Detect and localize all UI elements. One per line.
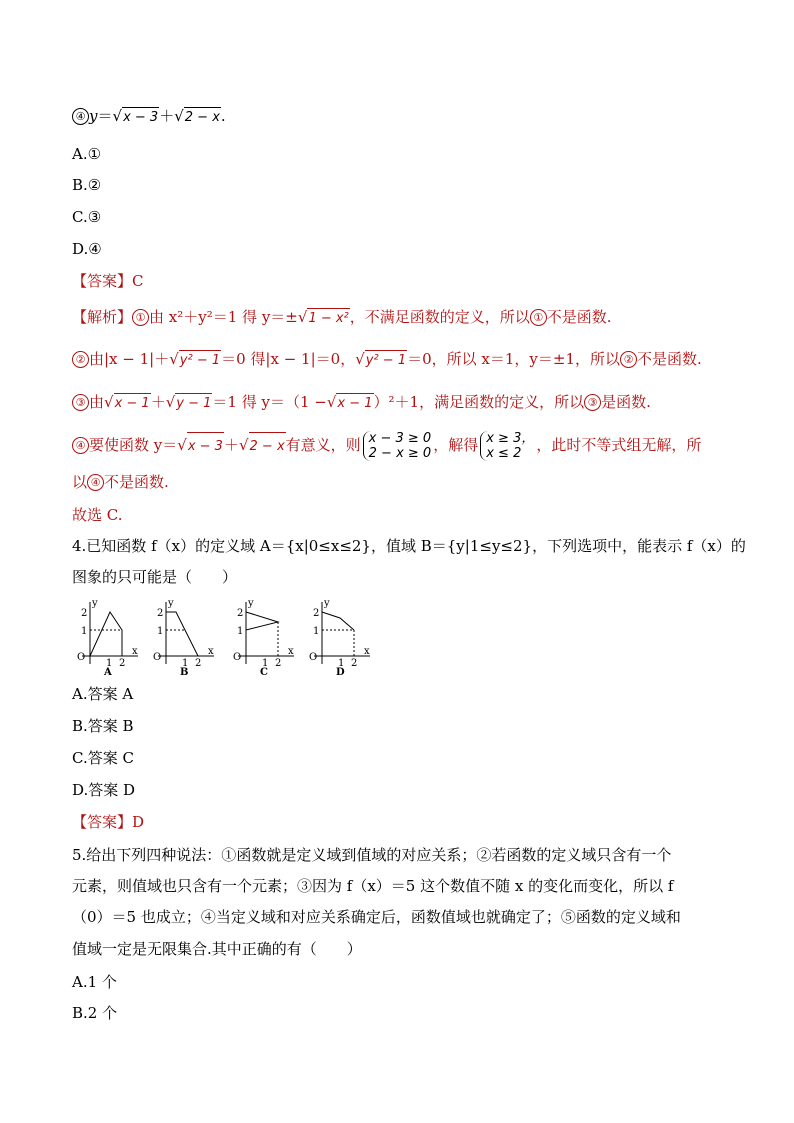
q3-option-d[interactable]: D.④ <box>72 240 102 258</box>
q3-explanation-2 <box>72 349 702 371</box>
radicand: 1 − x² <box>307 308 349 329</box>
sqrt-icon: √ <box>238 436 249 454</box>
q5-stem-line3: （0）＝5 也成立；④当定义域和对应关系确定后，函数值域也就确定了；⑤函数的定义域和 <box>72 908 681 926</box>
q5-option-a[interactable]: A.1 个 <box>72 973 117 991</box>
q3-option-a[interactable]: A.① <box>72 145 102 163</box>
q4-option-b[interactable]: B.答案 B <box>72 717 134 735</box>
radicand: 2 − x <box>184 107 221 128</box>
tick-y-2: 2 <box>157 608 164 619</box>
graph-label: D <box>336 667 345 678</box>
radicand: y² − 1 <box>179 350 221 371</box>
tick-x-1: 1 <box>182 658 189 669</box>
explanation-text: ＝0，所以 x＝1，y＝±1，所以 <box>407 350 621 368</box>
q3-option-b[interactable]: B.② <box>72 176 102 194</box>
explanation-text: ＝1 得 y＝（1 − <box>212 393 327 411</box>
origin-label: O <box>153 652 162 663</box>
answer-label: 【答案】 <box>72 813 133 831</box>
radicand: x − 1 <box>336 393 373 414</box>
circled-number: ④ <box>87 474 104 491</box>
q3-option-c[interactable]: C.③ <box>72 208 102 226</box>
graph-d-plot <box>304 598 374 676</box>
q3-explanation-1 <box>72 307 612 329</box>
tick-x-1: 1 <box>338 658 345 669</box>
sqrt-icon: √ <box>355 350 365 368</box>
q4-graph-b[interactable] <box>148 598 218 680</box>
q3-explanation-4-cont <box>72 472 169 492</box>
circled-number: ④ <box>72 108 89 125</box>
sqrt-icon: √ <box>326 393 337 411</box>
sqrt-icon: √ <box>174 107 184 125</box>
circled-number: ① <box>530 309 547 326</box>
circled-number: ③ <box>72 394 89 411</box>
graph-label: A <box>104 667 112 678</box>
graph-c-plot <box>228 598 298 676</box>
eq-sign: ＝ <box>97 107 113 125</box>
y-axis-label: y <box>168 598 174 609</box>
radicand: x − 3 <box>122 107 159 128</box>
tick-x-1: 1 <box>262 658 269 669</box>
radicand: y − 1 <box>175 393 212 414</box>
q3-answer <box>72 271 144 291</box>
plus-sign: ＋ <box>150 393 166 411</box>
solution-system <box>480 431 534 461</box>
explanation-text: 不是函数. <box>546 308 612 326</box>
sqrt-icon: √ <box>297 308 308 326</box>
tick-x-2: 2 <box>275 658 282 669</box>
tick-y-1: 1 <box>237 626 244 637</box>
tick-x-2: 2 <box>351 658 358 669</box>
explanation-text: ）²＋1，满足函数的定义，所以 <box>373 393 585 411</box>
q5-stem-line2: 元素，则值域也只含有一个元素；③因为 f（x）＝5 这个数值不随 x 的变化而变化，所以 f <box>72 877 674 895</box>
circled-number: ④ <box>72 437 89 454</box>
inequality: x ≥ 3， <box>486 431 535 446</box>
tick-y-2: 2 <box>313 608 320 619</box>
explanation-text: ，不满足函数的定义，所以 <box>349 308 530 326</box>
inequality: x ≤ 2 <box>486 446 522 461</box>
tick-x-1: 1 <box>106 658 113 669</box>
q4-option-a[interactable]: A.答案 A <box>72 685 134 703</box>
tick-y-2: 2 <box>237 608 244 619</box>
q4-graph-d[interactable] <box>304 598 374 680</box>
explanation-text: ＝0 得|x − 1|＝0， <box>221 350 356 368</box>
q4-option-c[interactable]: C.答案 C <box>72 749 134 767</box>
circled-number: ② <box>620 351 637 368</box>
graph-label: C <box>260 667 268 678</box>
radicand: x − 1 <box>114 393 151 414</box>
graph-label: B <box>180 667 189 678</box>
explanation-text: 要使函数 y＝ <box>89 436 178 454</box>
explanation-text: 不是函数. <box>637 350 702 368</box>
explanation-text: 有意义，则 <box>285 436 361 454</box>
sqrt-icon: √ <box>165 393 176 411</box>
plus-sign: ＋ <box>159 107 175 125</box>
explanation-label: 【解析】 <box>72 308 133 326</box>
explanation-text: 以 <box>72 473 88 491</box>
x-axis-label: x <box>364 646 370 657</box>
q4-answer <box>72 812 144 832</box>
explanation-text: ，解得 <box>433 436 479 454</box>
q4-graph-a[interactable] <box>72 598 142 680</box>
inequality-system <box>363 431 432 461</box>
q3-item4 <box>72 106 226 128</box>
q3-conclusion: 故选 C. <box>72 506 123 524</box>
q4-stem-line2: 图象的只可能是（ ） <box>72 568 238 586</box>
q4-option-d[interactable]: D.答案 D <box>72 781 136 799</box>
answer-value: D <box>132 813 145 831</box>
q5-stem-line1: 5.给出下列四种说法：①函数就是定义域到值域的对应关系；②若函数的定义域只含有一个 <box>72 846 672 864</box>
origin-label: O <box>233 652 242 663</box>
tick-x-2: 2 <box>195 658 202 669</box>
plus-sign: ＋ <box>223 436 239 454</box>
q4-stem-line1: 4.已知函数 f（x）的定义域 A＝{x|0≤x≤2}，值域 B＝{y|1≤y≤2}，下列选项中，能表示 f（x）的 <box>72 537 746 555</box>
tick-y-2: 2 <box>81 608 88 619</box>
inequality: x − 3 ≥ 0 <box>368 431 432 446</box>
period: . <box>220 107 226 125</box>
y-axis-label: y <box>324 598 330 609</box>
x-axis-label: x <box>208 646 214 657</box>
explanation-text: 由 x²＋y²＝1 得 y＝± <box>149 308 298 326</box>
q5-option-b[interactable]: B.2 个 <box>72 1004 118 1022</box>
explanation-text: ，此时不等式组无解，所 <box>536 436 702 454</box>
circled-number: ① <box>132 309 149 326</box>
circled-number: ③ <box>584 394 601 411</box>
explanation-text: 由 <box>89 393 105 411</box>
var-y: y <box>89 107 98 125</box>
y-axis-label: y <box>248 598 254 609</box>
y-axis-label: y <box>92 598 98 609</box>
radicand: x − 3 <box>187 432 224 461</box>
x-axis-label: x <box>132 646 138 657</box>
explanation-text: 不是函数. <box>104 473 169 491</box>
radicand: 2 − x <box>249 432 286 461</box>
explanation-text: 是函数. <box>601 393 651 411</box>
tick-y-1: 1 <box>313 626 320 637</box>
circled-number: ② <box>72 351 89 368</box>
answer-label: 【答案】 <box>72 272 133 290</box>
q3-explanation-3 <box>72 392 651 414</box>
inequality: 2 − x ≥ 0 <box>368 446 432 461</box>
tick-y-1: 1 <box>157 626 164 637</box>
tick-x-2: 2 <box>119 658 126 669</box>
explanation-text: 由|x − 1|＋ <box>89 350 170 368</box>
answer-value: C <box>132 272 144 290</box>
x-axis-label: x <box>288 646 294 657</box>
q3-explanation-4 <box>72 431 701 461</box>
radicand: y² − 1 <box>365 350 407 371</box>
sqrt-icon: √ <box>104 393 114 411</box>
origin-label: O <box>309 652 318 663</box>
sqrt-icon: √ <box>177 436 187 454</box>
q5-stem-line4: 值域一定是无限集合.其中正确的有（ ） <box>72 940 362 958</box>
graph-a-plot <box>72 598 142 676</box>
q4-graph-c[interactable] <box>228 598 298 680</box>
sqrt-icon: √ <box>112 107 123 125</box>
tick-y-1: 1 <box>81 626 88 637</box>
sqrt-icon: √ <box>169 350 179 368</box>
graph-b-plot <box>148 598 218 676</box>
origin-label: O <box>77 652 86 663</box>
